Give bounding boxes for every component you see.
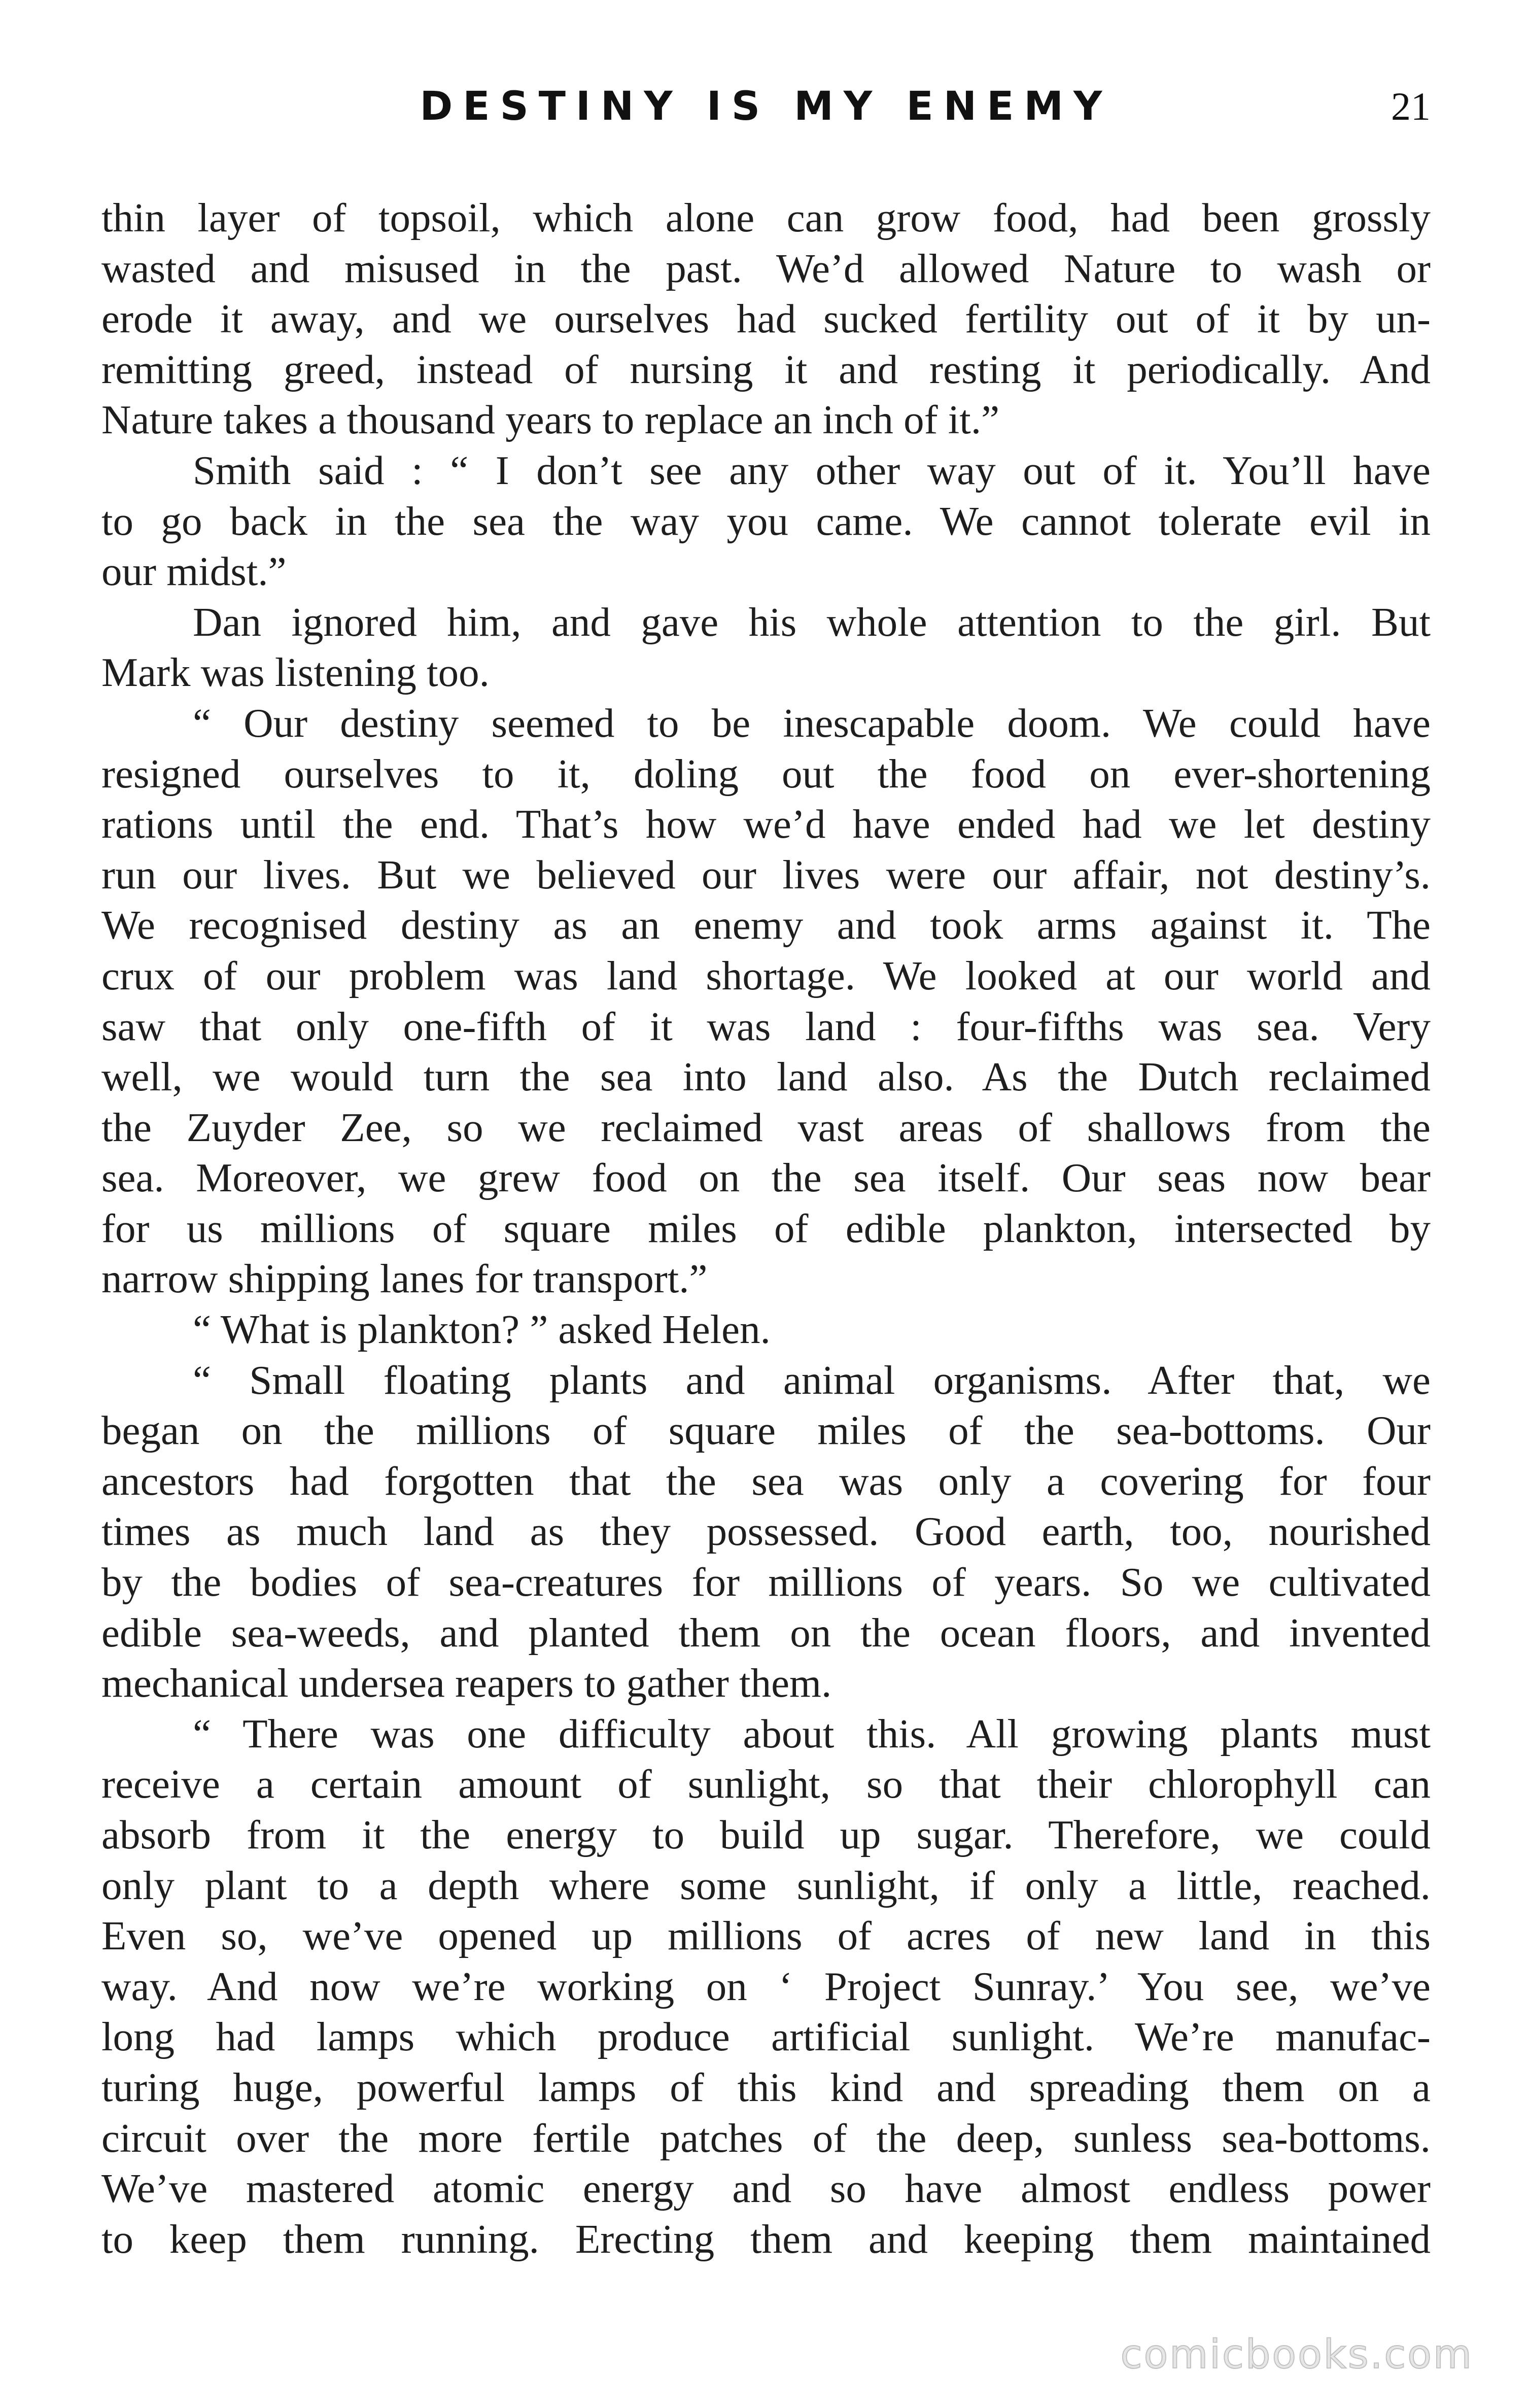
text-line: Nature takes a thousand years to replace an inch of it.”: [101, 397, 1000, 443]
text-line: began on the millions of square miles of the sea-bottoms. Our: [101, 1407, 1431, 1454]
text-line: wasted and misused in the past. We’d allowed Nature to wash or: [101, 245, 1431, 291]
text-line: “ There was one difficulty about this. All growing plants must: [193, 1710, 1431, 1757]
text-line: narrow shipping lanes for transport.”: [101, 1256, 708, 1302]
text-line: Mark was listening too.: [101, 649, 490, 696]
text-line: receive a certain amount of sunlight, so that their chlorophyll can: [101, 1761, 1431, 1807]
text-line: well, we would turn the sea into land also. As the Dutch reclaimed: [101, 1054, 1431, 1100]
text-line: “ Small floating plants and animal organisms. After that, we: [193, 1357, 1431, 1403]
text-line: edible sea-weeds, and planted them on the ocean floors, and invented: [101, 1609, 1431, 1656]
text-line: sea. Moreover, we grew food on the sea itself. Our seas now bear: [101, 1155, 1431, 1201]
text-line: circuit over the more fertile patches of the deep, sunless sea-bottoms.: [101, 2115, 1431, 2161]
page-number: 21: [1391, 84, 1431, 128]
body-text: [101, 193, 1431, 2264]
text-line: way. And now we’re working on ‘ Project Sunray.’ You see, we’ve: [101, 1963, 1431, 2009]
text-line: the Zuyder Zee, so we reclaimed vast areas of shallows from the: [101, 1104, 1431, 1150]
text-line: remitting greed, instead of nursing it and resting it periodically. And: [101, 346, 1431, 392]
text-line: turing huge, powerful lamps of this kind and spreading them on a: [101, 2064, 1431, 2110]
text-line: to keep them running. Erecting them and keeping them maintained: [101, 2216, 1431, 2262]
text-line: saw that only one-fifth of it was land : four-fifths was sea. Very: [101, 1003, 1431, 1049]
text-line: long had lamps which produce artificial sunlight. We’re manufac-: [101, 2014, 1431, 2060]
text-line: absorb from it the energy to build up sugar. Therefore, we could: [101, 1812, 1431, 1857]
text-line: ancestors had forgotten that the sea was only a covering for four: [101, 1458, 1431, 1504]
text-line: Dan ignored him, and gave his whole attention to the girl. But: [193, 599, 1431, 645]
text-line: resigned ourselves to it, doling out the food on ever-shortening: [101, 750, 1431, 797]
text-line: Even so, we’ve opened up millions of acres of new land in this: [101, 1913, 1431, 1959]
text-line: erode it away, and we ourselves had sucked fertility out of it by un-: [101, 296, 1431, 342]
text-line: We recognised destiny as an enemy and took arms against it. The: [101, 902, 1431, 948]
text-line: run our lives. But we believed our lives were our affair, not destiny’s.: [101, 851, 1431, 898]
watermark: comicbooks.com: [1120, 2332, 1473, 2378]
text-line: to go back in the sea the way you came. We cannot tolerate evil in: [101, 498, 1431, 544]
text-line: crux of our problem was land shortage. We looked at our world and: [101, 952, 1431, 999]
text-line: We’ve mastered atomic energy and so have almost endless power: [101, 2165, 1431, 2212]
running-head: [101, 76, 1431, 137]
text-line: thin layer of topsoil, which alone can grow food, had been grossly: [101, 195, 1431, 240]
text-line: “ What is plankton? ” asked Helen.: [193, 1306, 771, 1353]
running-title: DESTINY IS MY ENEMY: [420, 84, 1113, 129]
text-line: Smith said : “ I don’t see any other way out of it. You’ll have: [193, 447, 1431, 493]
text-line: times as much land as they possessed. Good earth, too, nourished: [101, 1508, 1431, 1555]
text-line: rations until the end. That’s how we’d have ended had we let destiny: [101, 801, 1431, 847]
text-line: “ Our destiny seemed to be inescapable doom. We could have: [193, 700, 1431, 746]
text-line: for us millions of square miles of edible plankton, intersected by: [101, 1205, 1431, 1251]
text-line: our midst.”: [101, 548, 287, 595]
text-line: by the bodies of sea-creatures for millions of years. So we cultivated: [101, 1559, 1431, 1605]
text-line: mechanical undersea reapers to gather them.: [101, 1660, 832, 1706]
text-line: only plant to a depth where some sunlight, if only a little, reached.: [101, 1862, 1431, 1908]
